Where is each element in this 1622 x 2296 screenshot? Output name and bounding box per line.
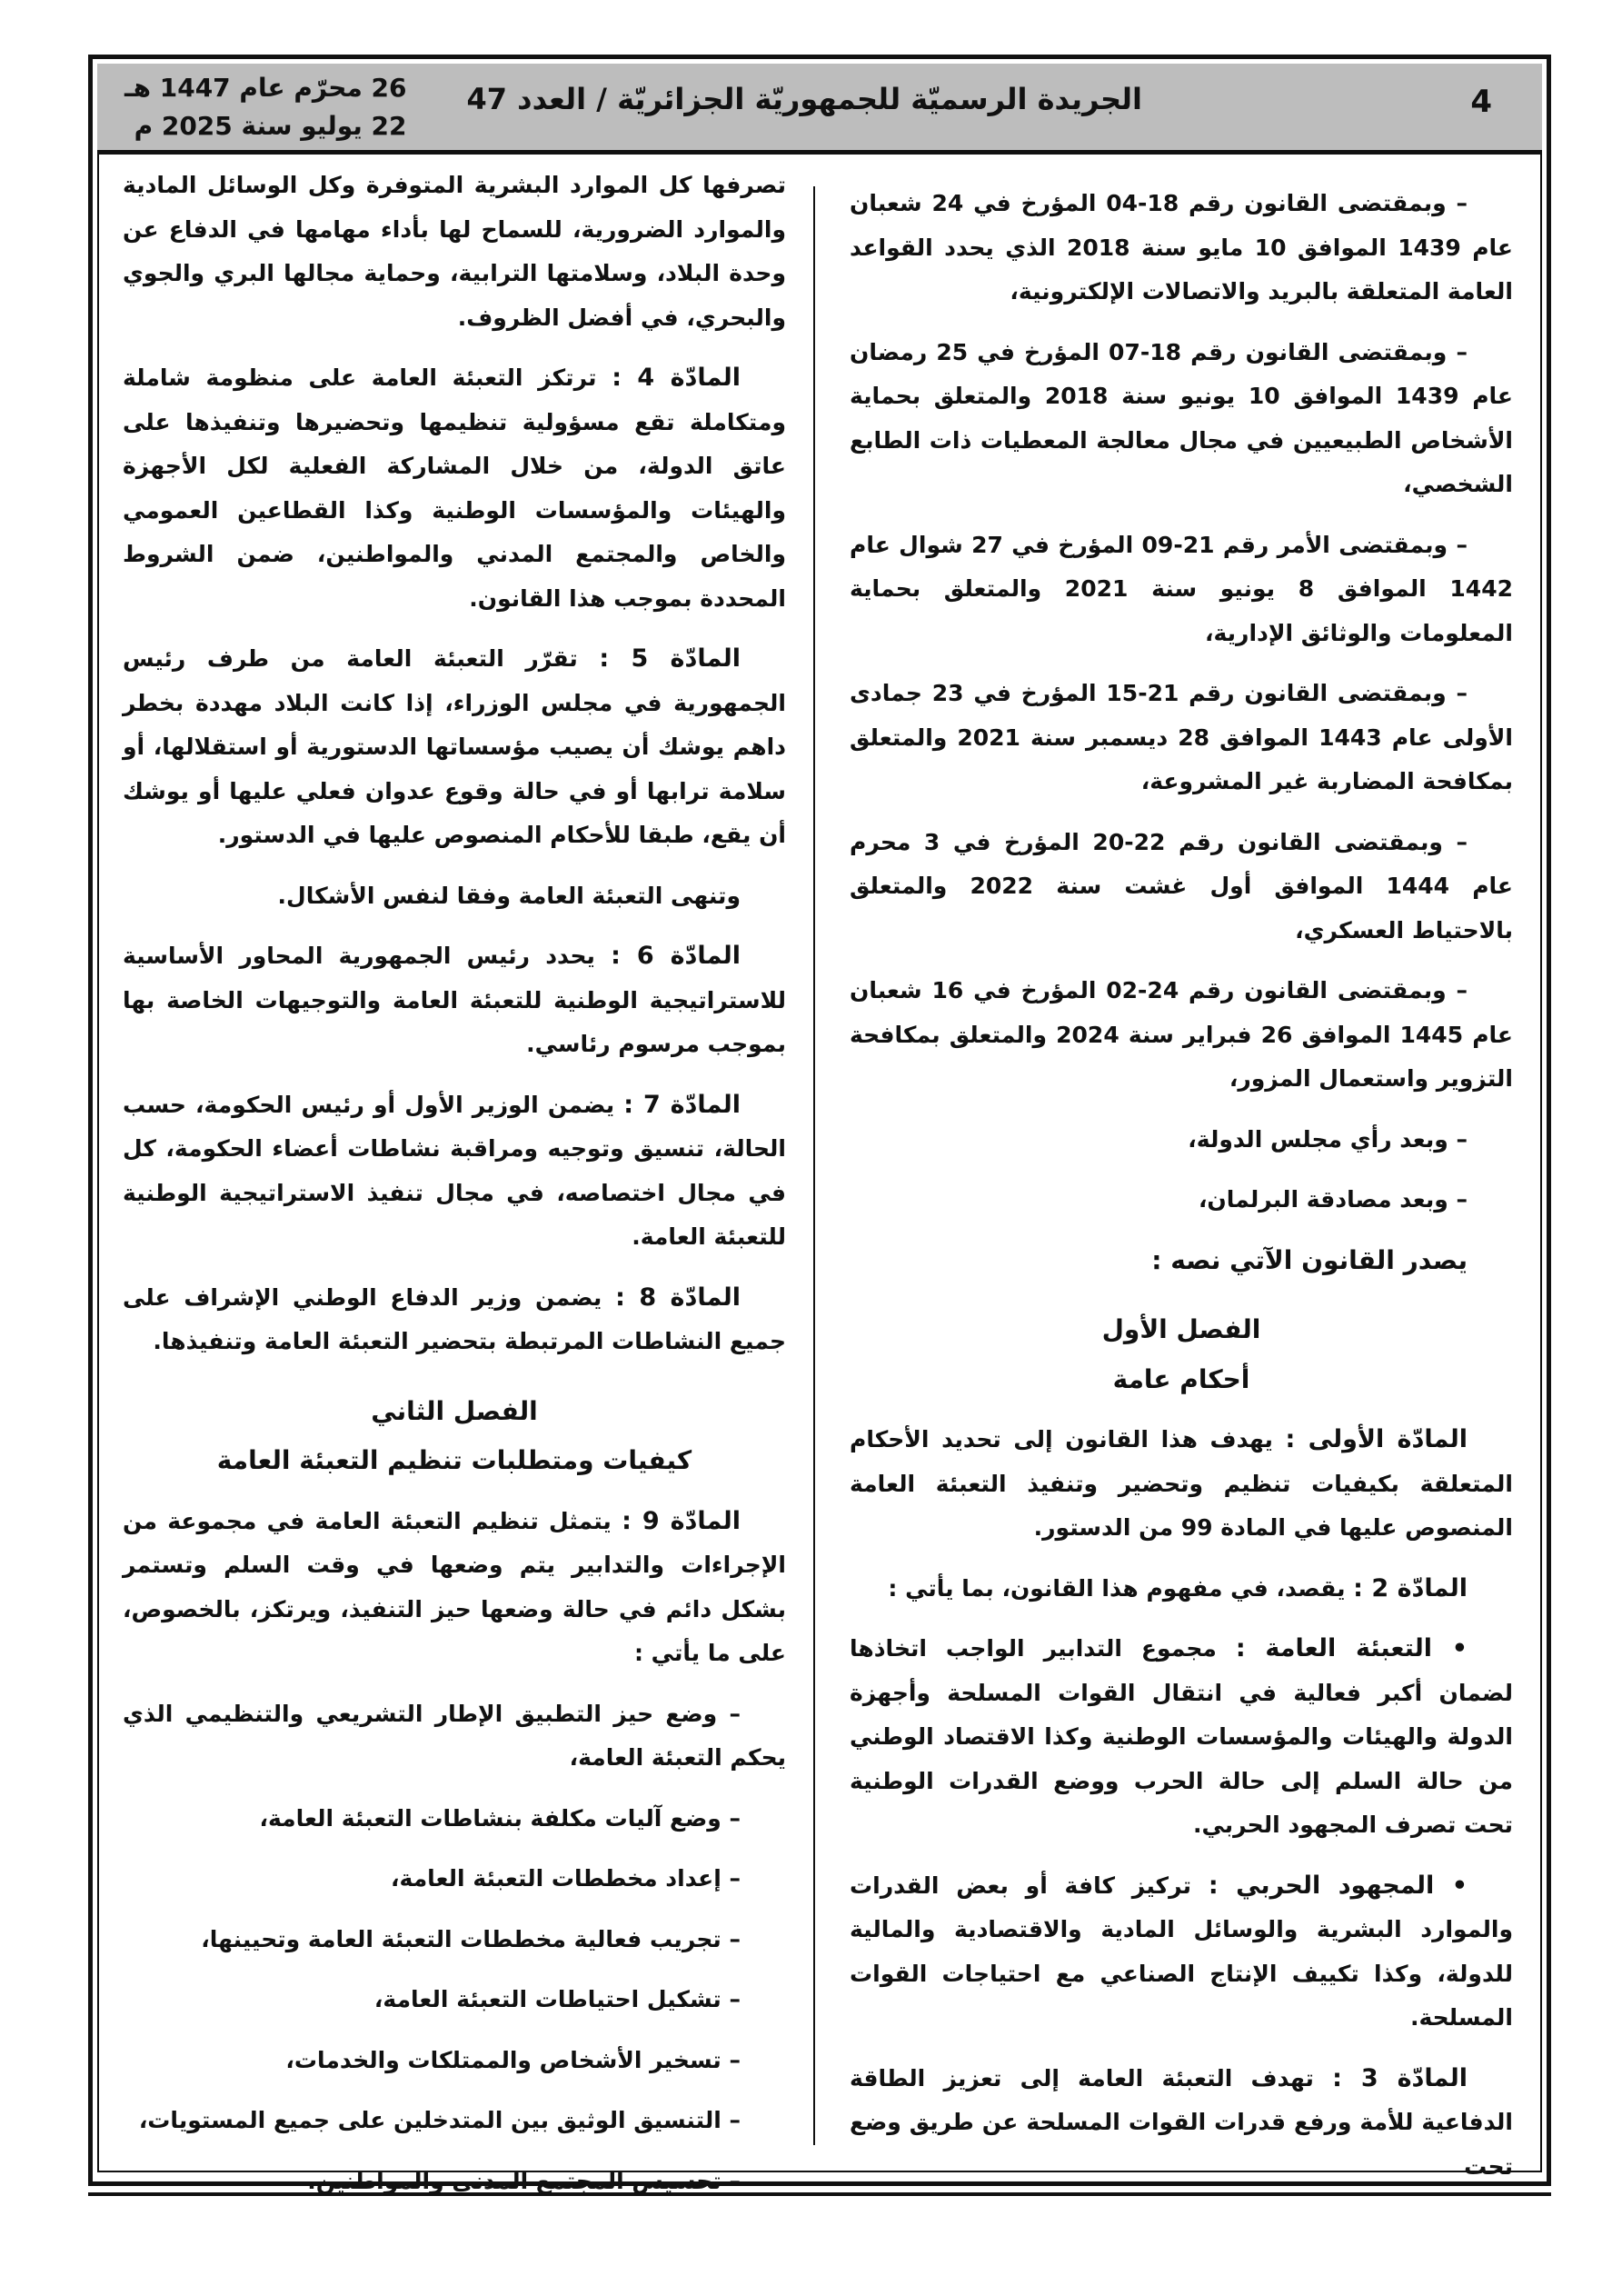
article-paragraph <box>123 1083 786 1260</box>
text-paragraph <box>850 1178 1513 1223</box>
paragraph-text: يضمن وزير الدفاع الوطني الإشراف على جميع النشاطات المرتبطة بتحضير التعبئة العامة وتنفيذها. <box>123 1283 786 1354</box>
article-label: • التعبئة العامة : <box>1235 1634 1468 1662</box>
article-label: المادّة 9 : <box>622 1506 741 1535</box>
paragraph-text: وبمقتضى القانون رقم 18-04 المؤرخ في 24 شعبان عام 1439 الموافق 10 مايو سنة 2018 الذي يحدد القواعد العامة المتعلقة بالبريد والاتصالات الإلكترونية، <box>850 190 1513 304</box>
text-paragraph <box>123 2099 786 2143</box>
paragraph-text: وبمقتضى القانون رقم 22-20 المؤرخ في 3 محرم عام 1444 الموافق أول غشت سنة 2022 والمتعلق بالاحتياط العسكري، <box>850 828 1513 943</box>
gazette-title: الجريدة الرسميّة للجمهوريّة الجزائريّة / العدد 47 <box>466 82 1142 116</box>
article-label: المادّة 4 : <box>612 364 741 392</box>
gregorian-date: 22 يوليو سنة 2025 م <box>134 111 407 141</box>
article-paragraph <box>850 1567 1513 1612</box>
gazette-header <box>97 64 1542 155</box>
text-paragraph <box>850 182 1513 314</box>
paragraph-text: يقصد، في مفهوم هذا القانون، بما يأتي : <box>888 1574 1346 1602</box>
paragraph-text: وبمقتضى الأمر رقم 21-09 المؤرخ في 27 شوال عام 1442 الموافق 8 يونيو سنة 2021 والمتعلق بحماية المعلومات والوثائق الإدارية، <box>850 531 1513 646</box>
article-label: • المجهود الحربي : <box>1208 1871 1468 1900</box>
article-label: المادّة 2 : <box>1353 1573 1468 1602</box>
article-paragraph <box>123 356 786 621</box>
text-paragraph <box>123 2160 786 2204</box>
paragraph-text: يتمثل تنظيم التعبئة العامة في مجموعة من الإجراءات والتدابير يتم وضعها في وقت السلم وتستمر بشكل دائم في حالة وضعها حيز التنفيذ، ويرتكز، بالخصوص، على ما يأتي : <box>123 1507 786 1666</box>
article-paragraph <box>123 1276 786 1364</box>
paragraph-text: تصرفها كل الموارد البشرية المتوفرة وكل الوسائل المادية والموارد الضرورية، للسماح لها بأداء مهامها في الدفاع عن وحدة البلاد، وسلامتها الترابية، وحماية مجالها البري والجوي والبحري، في أفضل الظروف. <box>123 172 786 331</box>
column-divider <box>813 186 815 2145</box>
left-column <box>123 164 786 2220</box>
paragraph-text: وبمقتضى القانون رقم 24-02 المؤرخ في 16 شعبان عام 1445 الموافق 26 فبراير سنة 2024 والمتعلق بمكافحة التزوير واستعمال المزور، <box>850 977 1513 1092</box>
chapter-subtitle: أحكام عامة <box>1112 1363 1250 1394</box>
paragraph-text: تقرّر التعبئة العامة من طرف رئيس الجمهورية في مجلس الوزراء، إذا كانت البلاد مهددة بخطر داهم يوشك أن يصيب مؤسساتها الدستورية أو استقلالها، أو سلامة ترابها أو في حالة وقوع عدوان فعلي عليها أو يوشك أن يقع، طبقا للأحكام المنصوص عليها في الدستور. <box>123 645 786 848</box>
text-paragraph <box>123 164 786 340</box>
text-paragraph <box>123 1857 786 1902</box>
paragraph-text: تجريب فعالية مخططات التعبئة العامة وتحيينها، <box>201 1925 721 1952</box>
article-label: المادّة الأولى : <box>1285 1425 1468 1453</box>
text-paragraph <box>850 672 1513 804</box>
text-paragraph <box>850 524 1513 656</box>
article-label: المادّة 5 : <box>599 644 741 673</box>
paragraph-text: وضع آليات مكلفة بنشاطات التعبئة العامة، <box>259 1804 721 1832</box>
text-paragraph <box>123 874 786 919</box>
paragraph-text: تشكيل احتياطات التعبئة العامة، <box>373 1986 721 2012</box>
paragraph-text: يهدف هذا القانون إلى تحديد الأحكام المتعلقة بكيفيات تنظيم وتحضير وتنفيذ التعبئة العامة المنصوص عليها في المادة 99 من الدستور. <box>850 1426 1513 1541</box>
paragraph-text: وتنهى التعبئة العامة وفقا لنفس الأشكال. <box>277 882 741 909</box>
hijri-date: 26 محرّم عام 1447 هـ <box>124 73 407 103</box>
paragraph-text: وبعد مصادقة البرلمان، <box>1198 1186 1448 1213</box>
definition-paragraph <box>850 1627 1513 1848</box>
paragraph-text: إعداد مخططات التعبئة العامة، <box>391 1865 721 1892</box>
page-number: 4 <box>1470 84 1492 120</box>
paragraph-text: وبمقتضى القانون رقم 21-15 المؤرخ في 23 جمادى الأولى عام 1443 الموافق 28 ديسمبر سنة 2021 والمتعلق بمكافحة المضاربة غير المشروعة، <box>850 680 1513 794</box>
paragraph-text: التنسيق الوثيق بين المتدخلين على جميع المستويات، <box>138 2107 721 2133</box>
definition-paragraph <box>850 1864 1513 2041</box>
paragraph-text: مجموع التدابير الواجب اتخاذها لضمان أكبر فعالية في انتقال القوات المسلحة وأجهزة الدولة والهيئات والمؤسسات الوطنية وكذا الاقتصاد الوطني من حالة السلم إلى حالة الحرب ووضع القدرات الوطنية تحت تصرف المجهود الحربي. <box>850 1635 1513 1838</box>
paragraph-text: وضع حيز التطبيق الإطار التشريعي والتنظيمي الذي يحكم التعبئة العامة، <box>123 1700 786 1771</box>
article-paragraph <box>123 934 786 1067</box>
paragraph-text: يضمن الوزير الأول أو رئيس الحكومة، حسب الحالة، تنسيق وتوجيه ومراقبة نشاطات أعضاء الحكومة، كل في مجال اختصاصه، في مجال تنفيذ الاستراتيجية الوطنية للتعبئة العامة. <box>123 1091 786 1250</box>
text-paragraph <box>850 969 1513 1102</box>
article-label: المادّة 6 : <box>611 942 741 970</box>
article-paragraph <box>123 1500 786 1676</box>
article-paragraph <box>123 637 786 858</box>
paragraph-text: تسخير الأشخاص والممتلكات والخدمات، <box>285 2046 721 2073</box>
article-label: المادّة 3 : <box>1332 2063 1468 2092</box>
article-paragraph <box>850 1418 1513 1551</box>
promulgation-line <box>850 1239 1513 1283</box>
text-paragraph <box>850 1118 1513 1163</box>
text-paragraph <box>123 1692 786 1781</box>
paragraph-text: وبمقتضى القانون رقم 18-07 المؤرخ في 25 رمضان عام 1439 الموافق 10 يونيو سنة 2018 والمتعلق بحماية الأشخاص الطبيعيين في مجال معالجة المعطيات ذات الطابع الشخصي، <box>850 338 1513 497</box>
chapter-title: الفصل الأول <box>1101 1314 1261 1344</box>
chapter-subtitle: كيفيات ومتطلبات تنظيم التعبئة العامة <box>216 1445 692 1475</box>
text-paragraph <box>850 821 1513 953</box>
article-paragraph <box>850 2057 1513 2190</box>
text-paragraph <box>123 1918 786 1962</box>
text-paragraph <box>123 1797 786 1842</box>
paragraph-text: وبعد رأي مجلس الدولة، <box>1188 1125 1448 1153</box>
right-column <box>850 182 1513 2205</box>
paragraph-text: يحدد رئيس الجمهورية المحاور الأساسية للاستراتيجية الوطنية للتعبئة العامة والتوجيهات الخاصة بها بموجب مرسوم رئاسي. <box>123 943 786 1057</box>
chapter-title: الفصل الثاني <box>371 1395 538 1426</box>
issue-dates <box>124 69 407 145</box>
paragraph-text: تركيز كافة أو بعض القدرات والموارد البشرية والوسائل المادية والاقتصادية والمالية للدولة، وكذا تكييف الإنتاج الصناعي مع احتياجات القوات المسلحة. <box>850 1872 1513 2031</box>
paragraph-text: يصدر القانون الآتي نصه : <box>1151 1244 1468 1275</box>
paragraph-text: تحسيس المجتمع المدني والمواطنين. <box>307 2167 721 2194</box>
text-paragraph <box>123 1978 786 2022</box>
text-paragraph <box>850 331 1513 507</box>
text-paragraph <box>123 2039 786 2083</box>
article-label: المادّة 7 : <box>623 1090 741 1119</box>
article-label: المادّة 8 : <box>615 1283 741 1312</box>
paragraph-text: تهدف التعبئة العامة إلى تعزيز الطاقة الدفاعية للأمة ورفع قدرات القوات المسلحة عن طريق وضع تحت <box>850 2064 1513 2180</box>
paragraph-text: ترتكز التعبئة العامة على منظومة شاملة ومتكاملة تقع مسؤولية تنظيمها وتحضيرها وتنفيذها على عاتق الدولة، من خلال المشاركة الفعلية لكل الأجهزة والهيئات والمؤسسات الوطنية وكذا القطاعين العمومي والخاص والمجتمع المدني والمواطنين، ضمن الشروط المحددة بموجب هذا القانون. <box>123 364 786 612</box>
